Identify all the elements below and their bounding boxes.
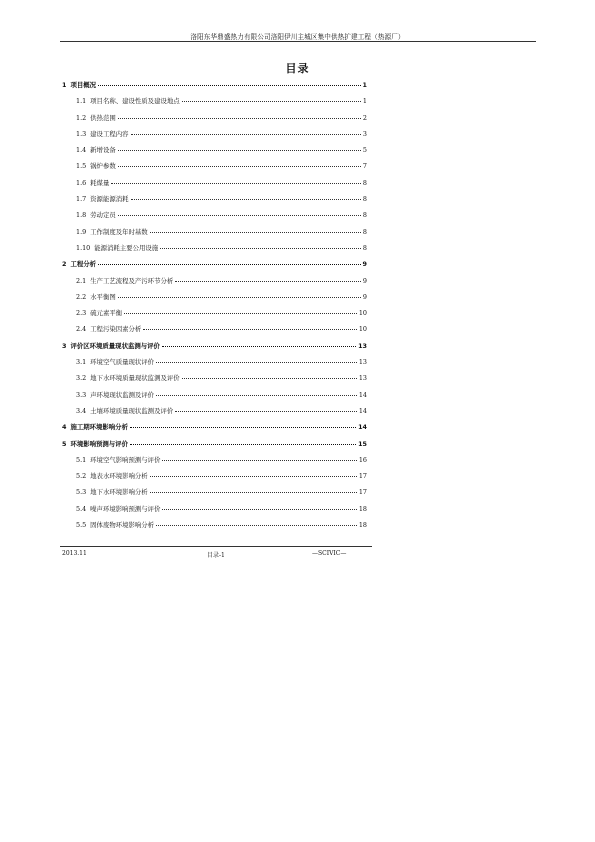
toc-entry-page: 8 xyxy=(362,211,367,220)
toc-section-entry[interactable] xyxy=(62,406,367,422)
toc-entry-number: 5.2 xyxy=(76,472,87,481)
toc-section-entry[interactable] xyxy=(62,129,367,145)
toc-entry-label: 地表水环境影响分析 xyxy=(90,472,148,481)
toc-entry-page: 13 xyxy=(358,358,367,367)
toc-entry-number: 1.4 xyxy=(76,146,87,155)
toc-section-entry[interactable] xyxy=(62,373,367,389)
toc-chapter-entry[interactable] xyxy=(62,259,367,275)
toc-entry-label: 固体废物环境影响分析 xyxy=(90,521,155,530)
toc-dot-leader xyxy=(150,476,357,477)
toc-entry-label: 资源能源消耗 xyxy=(90,195,129,204)
toc-section-entry[interactable] xyxy=(62,145,367,161)
toc-entry-label: 环境影响预测与评价 xyxy=(70,439,128,448)
toc-entry-page: 8 xyxy=(362,227,367,236)
toc-entry-number: 5.3 xyxy=(76,488,87,497)
footer-org: —SCIVIC— xyxy=(312,550,347,557)
toc-section-entry[interactable] xyxy=(62,292,367,308)
toc-dot-leader xyxy=(182,101,361,102)
toc-entry-label: 耗煤量 xyxy=(90,178,110,187)
toc-entry-label: 项目概况 xyxy=(70,81,97,89)
toc-dot-leader xyxy=(143,329,357,330)
toc-section-entry[interactable] xyxy=(62,113,367,129)
toc-entry-label: 评价区环境质量现状监测与评价 xyxy=(70,341,160,350)
toc-dot-leader xyxy=(130,444,356,445)
toc-section-entry[interactable] xyxy=(62,487,367,503)
toc-entry-label: 新增设备 xyxy=(90,146,116,155)
toc-section-entry[interactable] xyxy=(62,227,367,243)
toc-entry-page: 14 xyxy=(358,423,367,432)
toc-entry-number: 1.2 xyxy=(76,113,87,122)
toc-entry-number: 2.4 xyxy=(76,325,87,334)
toc-dot-leader xyxy=(150,492,357,493)
toc-entry-page: 15 xyxy=(358,439,367,448)
toc-chapter-entry[interactable] xyxy=(62,341,367,357)
toc-section-entry[interactable] xyxy=(62,161,367,177)
toc-entry-page: 17 xyxy=(358,472,367,481)
toc-entry-page: 18 xyxy=(358,521,367,530)
toc-section-entry[interactable] xyxy=(62,178,367,194)
toc-entry-number: 5.4 xyxy=(76,504,87,513)
toc-entry-page: 7 xyxy=(362,162,367,171)
toc-entry-page: 14 xyxy=(358,406,367,415)
toc-entry-label: 工作制度及年时基数 xyxy=(90,227,148,236)
toc-entry-number: 3 xyxy=(62,341,67,350)
toc-section-entry[interactable] xyxy=(62,210,367,226)
toc-entry-number: 1.1 xyxy=(76,97,87,106)
toc-dot-leader xyxy=(118,166,361,167)
toc-chapter-entry[interactable] xyxy=(62,80,367,96)
toc-entry-label: 土壤环境质量现状监测及评价 xyxy=(90,406,174,415)
toc-entry-page: 18 xyxy=(358,504,367,513)
toc-dot-leader xyxy=(111,183,361,184)
toc-entry-label: 项目名称、建设性质及建设地点 xyxy=(90,97,180,106)
toc-entry-page: 13 xyxy=(358,374,367,383)
toc-entry-page: 17 xyxy=(358,488,367,497)
toc-entry-page: 16 xyxy=(358,455,367,464)
toc-section-entry[interactable] xyxy=(62,455,367,471)
toc-chapter-entry[interactable] xyxy=(62,439,367,455)
toc-dot-leader xyxy=(131,199,361,200)
running-header: 洛阳东华鼎盛热力有限公司洛阳伊川主城区集中供热扩建工程（热源厂） xyxy=(190,33,405,41)
toc-entry-number: 3.2 xyxy=(76,374,87,383)
table-of-contents xyxy=(62,80,367,536)
toc-section-entry[interactable] xyxy=(62,357,367,373)
toc-dot-leader xyxy=(118,150,361,151)
toc-section-entry[interactable] xyxy=(62,194,367,210)
toc-entry-number: 2.1 xyxy=(76,276,87,285)
toc-entry-number: 5.1 xyxy=(76,455,87,464)
toc-entry-label: 环境空气影响预测与评价 xyxy=(90,455,161,464)
toc-entry-label: 工程污染因素分析 xyxy=(90,325,142,334)
toc-section-entry[interactable] xyxy=(62,308,367,324)
toc-entry-page: 8 xyxy=(362,178,367,187)
toc-section-entry[interactable] xyxy=(62,276,367,292)
toc-entry-number: 2.2 xyxy=(76,292,87,301)
toc-dot-leader xyxy=(156,362,357,363)
toc-entry-page: 10 xyxy=(358,325,367,334)
toc-entry-label: 水平衡图 xyxy=(90,292,116,301)
toc-dot-leader xyxy=(118,215,361,216)
toc-entry-label: 地下水环境质量现状监测及评价 xyxy=(90,374,180,383)
toc-entry-number: 5.5 xyxy=(76,521,87,530)
toc-dot-leader xyxy=(150,232,361,233)
toc-chapter-entry[interactable] xyxy=(62,422,367,438)
toc-entry-label: 劳动定员 xyxy=(90,211,116,220)
toc-dot-leader xyxy=(162,509,356,510)
toc-entry-page: 8 xyxy=(362,243,367,252)
toc-entry-page: 3 xyxy=(362,129,367,138)
toc-entry-number: 3.4 xyxy=(76,406,87,415)
toc-entry-page: 2 xyxy=(362,113,367,122)
toc-dot-leader xyxy=(156,525,357,526)
toc-entry-page: 10 xyxy=(358,309,367,318)
toc-entry-label: 工程分析 xyxy=(70,260,97,269)
toc-dot-leader xyxy=(118,118,361,119)
toc-entry-label: 硫元素平衡 xyxy=(90,309,123,318)
toc-entry-number: 1.6 xyxy=(76,178,87,187)
toc-entry-page: 1 xyxy=(362,81,367,89)
toc-dot-leader xyxy=(160,248,361,249)
toc-section-entry[interactable] xyxy=(62,390,367,406)
toc-section-entry[interactable] xyxy=(62,96,367,112)
toc-dot-leader xyxy=(98,85,361,86)
toc-entry-label: 能源消耗主要公用设施 xyxy=(94,243,159,252)
footer-date: 2013.11 xyxy=(62,550,87,557)
toc-entry-number: 1.8 xyxy=(76,211,87,220)
toc-dot-leader xyxy=(162,346,356,347)
toc-dot-leader xyxy=(162,460,356,461)
toc-entry-page: 9 xyxy=(362,260,367,269)
toc-entry-number: 2.3 xyxy=(76,309,87,318)
toc-entry-number: 1.3 xyxy=(76,129,87,138)
toc-entry-label: 施工期环境影响分析 xyxy=(70,423,128,432)
toc-entry-label: 环境空气质量现状评价 xyxy=(90,358,155,367)
toc-entry-number: 1 xyxy=(62,81,67,89)
toc-section-entry[interactable] xyxy=(62,243,367,259)
toc-entry-label: 锅炉参数 xyxy=(90,162,116,171)
toc-entry-number: 4 xyxy=(62,423,67,432)
toc-dot-leader xyxy=(118,297,361,298)
toc-entry-page: 14 xyxy=(358,390,367,399)
toc-entry-page: 1 xyxy=(362,97,367,106)
toc-section-entry[interactable] xyxy=(62,504,367,520)
toc-entry-number: 1.5 xyxy=(76,162,87,171)
footer-divider xyxy=(60,546,372,547)
toc-entry-label: 建设工程内容 xyxy=(90,129,129,138)
toc-section-entry[interactable] xyxy=(62,471,367,487)
toc-dot-leader xyxy=(124,313,357,314)
toc-entry-number: 3.1 xyxy=(76,358,87,367)
toc-entry-label: 噪声环境影响预测与评价 xyxy=(90,504,161,513)
toc-dot-leader xyxy=(175,281,361,282)
toc-dot-leader xyxy=(156,395,357,396)
toc-section-entry[interactable] xyxy=(62,520,367,536)
toc-entry-number: 1.9 xyxy=(76,227,87,236)
toc-entry-number: 1.10 xyxy=(76,243,91,252)
toc-entry-number: 5 xyxy=(62,439,67,448)
toc-entry-number: 3.3 xyxy=(76,390,87,399)
toc-entry-page: 5 xyxy=(362,146,367,155)
toc-dot-leader xyxy=(130,427,356,428)
toc-entry-number: 2 xyxy=(62,260,67,269)
toc-entry-page: 9 xyxy=(362,276,367,285)
footer-page-label: 目录-1 xyxy=(207,552,225,559)
toc-dot-leader xyxy=(175,411,357,412)
toc-dot-leader xyxy=(182,378,357,379)
toc-dot-leader xyxy=(131,134,361,135)
toc-entry-page: 8 xyxy=(362,195,367,204)
toc-entry-label: 地下水环境影响分析 xyxy=(90,488,148,497)
toc-dot-leader xyxy=(98,264,361,265)
toc-entry-page: 9 xyxy=(362,292,367,301)
toc-entry-label: 生产工艺流程及产污环节分析 xyxy=(90,276,174,285)
toc-entry-page: 13 xyxy=(358,341,367,350)
toc-entry-label: 供热范围 xyxy=(90,113,116,122)
toc-entry-number: 1.7 xyxy=(76,195,87,204)
toc-title: 目录 xyxy=(285,62,310,75)
header-divider xyxy=(60,41,536,42)
toc-entry-label: 声环境现状监测及评价 xyxy=(90,390,155,399)
toc-section-entry[interactable] xyxy=(62,324,367,340)
